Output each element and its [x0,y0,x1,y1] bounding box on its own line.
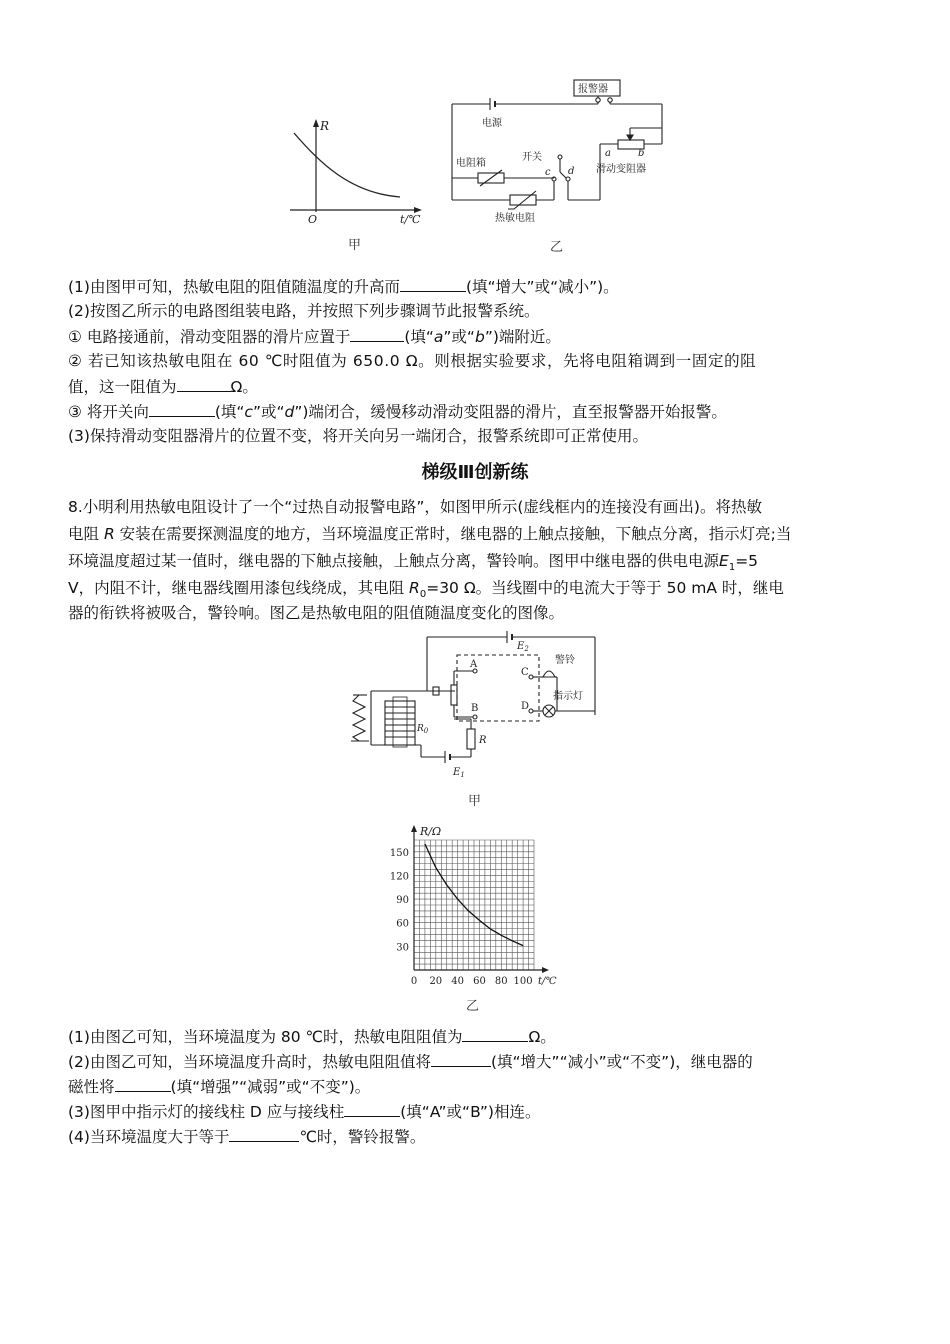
q7-step2-line1: ② 若已知该热敏电阻在 60 ℃时阻值为 650.0 Ω。则根据实验要求，先将电阻箱调到一固定的阻 [68,352,757,370]
r-t-curve [294,133,400,197]
switch-label: 开关 [522,152,542,163]
x-axis-label: t/℃ [538,976,557,987]
caption-yi-chart: 乙 [466,999,480,1014]
thermistor-r-icon [467,729,475,749]
q7-part2: (2)按图乙所示的电路图组装电路，并按照下列步骤调节此报警系统。 [68,302,540,320]
q7-step1: ① 电路接通前，滑动变阻器的滑片应置于 (填“a”或“b”)端附近。 [68,324,888,349]
spring-icon [353,695,365,741]
q8-answer3: (3)图甲中指示灯的接线柱 D 应与接线柱 (填“A”或“B”)相连。 [68,1099,888,1124]
terminal-B-label: B [471,703,479,714]
terminal-a-label: a [605,148,611,159]
answer-blank-4[interactable] [149,399,215,417]
thermistor-label: 热敏电阻 [495,213,535,224]
terminal-b-label: b [638,148,645,159]
relay-circuit-svg [345,625,605,785]
x-tick-label: 0 [410,976,418,987]
answer-blank-1[interactable] [400,274,466,292]
q8-line3: 环境温度超过某一值时，继电器的下触点接触，上触点分离，警铃响。图甲中继电器的供电电源$E_1=5$ [68,552,759,574]
q8-line1: 8.小明利用热敏电阻设计了一个“过热自动报警电路”，如图甲所示(虚线框内的连接没有画出)。将热敏 [68,498,762,516]
y-tick-label: 60 [396,918,409,930]
e2-label: $E_2$ [517,641,529,653]
alarm-label: 报警器 [578,84,608,95]
x-tick-label: 60 [473,976,486,987]
terminal-C-label: C [521,667,529,678]
y-arrow-icon [313,119,319,127]
terminal-d-label: d [568,166,575,177]
x-tick-label: 20 [429,976,443,987]
q7-part1: (1)由图甲可知，热敏电阻的阻值随温度的升高而 (填“增大”或“减小”)。 [68,274,888,299]
relay-coil-icon [385,701,415,745]
answer-blank-3[interactable] [177,374,231,392]
bell-label: 警铃 [555,655,575,666]
x-tick-label: 100 [513,976,533,987]
q8-answer4: (4)当环境温度大于等于 ℃时，警铃报警。 [68,1124,888,1149]
x-axis-arrow-icon [542,967,549,973]
y-tick-label: 30 [396,942,409,954]
caption-yi-top: 乙 [550,240,564,255]
q8-line5: 器的衔铁将被吸合，警铃响。图乙是热敏电阻的阻值随温度变化的图像。 [68,604,565,622]
y-tick-label: 150 [389,847,409,859]
y-tick-label: 90 [396,895,409,907]
x-tick-label: 40 [451,976,465,987]
rt-chart-svg [370,818,570,993]
thermistor-icon [510,195,536,205]
bell-icon [543,671,555,677]
q8-line4: V，内阻不计，继电器线圈用漆包线绕成，其电阻 $R_0=30$ Ω。当线圈中的电流大于等于 50 mA 时，继电 [68,579,784,601]
answer-blank-6[interactable] [431,1049,491,1067]
caption-jia-relay: 甲 [468,794,482,809]
q8-line2: 电阻 R 安装在需要探测温度的地方，当环境温度正常时，继电器的上触点接触，下触点分离，指示灯亮;当 [68,525,792,543]
q7-step2-line2: 值，这一阻值为 Ω。 [68,374,888,399]
q8-answer2-line1: (2)由图乙可知，当环境温度升高时，热敏电阻阻值将 (填“增大”“减小”或“不变”)，继电器的 [68,1049,888,1074]
answer-blank-8[interactable] [344,1099,400,1117]
q7-step3: ③ 将开关向 (填“c”或“d”)端闭合，缓慢移动滑动变阻器的滑片，直至报警器开始报警。 [68,399,888,424]
answer-blank-9[interactable] [229,1124,299,1142]
x-tick-label: 80 [494,976,508,987]
answer-blank-5[interactable] [462,1024,528,1042]
lamp-label: 指示灯 [553,691,583,702]
slider-arrow-icon [627,135,633,140]
y-axis-arrow-icon [411,825,417,832]
e1-label: $E_1$ [453,767,465,779]
circuit-yi-svg [450,78,680,238]
answer-blank-7[interactable] [115,1074,171,1092]
resistor-box-label: 电阻箱 [456,158,486,169]
x-axis-label: t/℃ [400,213,421,226]
section-heading: 梯级Ⅲ创新练 [421,462,529,483]
rheostat-label: 滑动变阻器 [596,164,646,175]
rt-chart [370,818,570,993]
terminal-D-label: D [521,701,530,712]
circuit-yi [450,78,680,238]
q7-part3: (3)保持滑动变阻器滑片的位置不变，将开关向另一端闭合，报警系统即可正常使用。 [68,427,648,445]
r0-label: $R_0$ [417,724,429,735]
y-axis-label: R/Ω [420,825,442,838]
r-label: R [479,735,487,746]
terminal-c-label: c [545,167,551,178]
answer-blank-2[interactable] [350,324,404,342]
q8-answer2-line2: 磁性将 (填“增强”“减弱”或“不变”)。 [68,1074,888,1099]
switch-pivot [558,155,562,159]
power-label: 电源 [482,118,502,129]
y-tick-label: 120 [389,871,409,883]
relay-circuit [345,625,605,785]
origin-label: O [308,213,318,226]
contact-post-icon [451,685,457,705]
terminal-A-label: A [470,659,478,670]
caption-jia-top: 甲 [348,238,362,253]
y-axis-label: R [320,119,330,133]
q8-answer1: (1)由图乙可知，当环境温度为 80 ℃时，热敏电阻阻值为 Ω。 [68,1024,888,1049]
